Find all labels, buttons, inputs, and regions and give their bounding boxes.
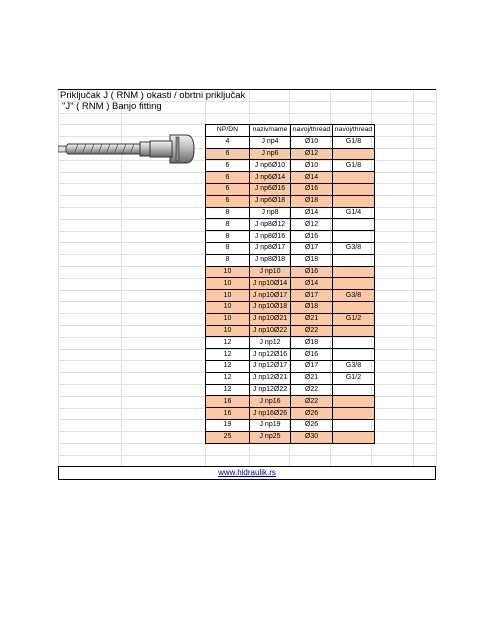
cell-thread: Ø22 — [291, 396, 333, 408]
table-row — [206, 183, 375, 195]
cell-thread-2 — [333, 219, 375, 231]
cell-np-dn: 6 — [206, 195, 250, 207]
header-name: naziv/name — [250, 125, 291, 137]
cell-thread: Ø10 — [291, 136, 333, 148]
cell-thread-2 — [333, 384, 375, 396]
page-title: Priključak J ( RNM ) okasti / obrtni priključak — [60, 90, 246, 101]
cell-thread: Ø22 — [291, 325, 333, 337]
cell-name: J np4 — [250, 136, 291, 148]
cell-np-dn: 8 — [206, 207, 250, 219]
cell-thread: Ø16 — [291, 349, 333, 361]
table-row — [206, 419, 375, 431]
table-row — [206, 384, 375, 396]
cell-np-dn: 12 — [206, 372, 250, 384]
cell-thread: Ø21 — [291, 372, 333, 384]
fittings-table — [205, 124, 375, 444]
cell-thread: Ø30 — [291, 431, 333, 443]
cell-name: J np6Ø16 — [250, 183, 291, 195]
cell-thread-2 — [333, 148, 375, 160]
website-link[interactable]: www.hidraulik.rs — [218, 468, 276, 477]
cell-name: J np10Ø14 — [250, 278, 291, 290]
cell-name: J np6 — [250, 148, 291, 160]
table-row — [206, 301, 375, 313]
cell-thread-2 — [333, 231, 375, 243]
grid-line — [58, 113, 436, 114]
cell-thread-2 — [333, 195, 375, 207]
cell-np-dn: 25 — [206, 431, 250, 443]
cell-np-dn: 6 — [206, 160, 250, 172]
cell-np-dn: 12 — [206, 337, 250, 349]
table-row — [206, 408, 375, 420]
cell-thread: Ø12 — [291, 148, 333, 160]
table-row — [206, 325, 375, 337]
cell-name: J np8Ø12 — [250, 219, 291, 231]
cell-thread: Ø14 — [291, 278, 333, 290]
table-row — [206, 195, 375, 207]
header-np-dn: NP/DN — [206, 125, 250, 137]
cell-thread-2: G3/8 — [333, 242, 375, 254]
cell-thread: Ø26 — [291, 408, 333, 420]
grid-column-line — [413, 89, 414, 466]
cell-np-dn: 10 — [206, 313, 250, 325]
table-row — [206, 372, 375, 384]
table-row — [206, 172, 375, 184]
cell-thread: Ø14 — [291, 207, 333, 219]
cell-thread-2 — [333, 301, 375, 313]
cell-name: J np8Ø17 — [250, 242, 291, 254]
cell-name: J np10Ø21 — [250, 313, 291, 325]
table-row — [206, 148, 375, 160]
table-row — [206, 254, 375, 266]
cell-thread: Ø16 — [291, 266, 333, 278]
cell-name: J np10Ø22 — [250, 325, 291, 337]
table-header-row — [206, 125, 375, 137]
cell-thread-2 — [333, 172, 375, 184]
cell-np-dn: 8 — [206, 219, 250, 231]
cell-np-dn: 4 — [206, 136, 250, 148]
header-thread-2: navoj/thread — [333, 125, 375, 137]
cell-thread: Ø18 — [291, 254, 333, 266]
cell-thread-2 — [333, 396, 375, 408]
cell-np-dn: 19 — [206, 419, 250, 431]
cell-thread-2 — [333, 431, 375, 443]
table-row — [206, 431, 375, 443]
cell-np-dn: 10 — [206, 325, 250, 337]
spreadsheet-page — [58, 89, 436, 481]
table-row — [206, 266, 375, 278]
cell-thread-2 — [333, 278, 375, 290]
header-thread: navoj/thread — [291, 125, 333, 137]
page-subtitle: "J" ( RNM ) Banjo fitting — [62, 101, 162, 112]
cell-thread: Ø18 — [291, 195, 333, 207]
cell-np-dn: 10 — [206, 290, 250, 302]
cell-thread: Ø26 — [291, 419, 333, 431]
cell-name: J np12Ø22 — [250, 384, 291, 396]
cell-thread-2: G1/8 — [333, 136, 375, 148]
cell-np-dn: 6 — [206, 172, 250, 184]
cell-np-dn: 16 — [206, 408, 250, 420]
cell-name: J np16Ø26 — [250, 408, 291, 420]
cell-thread-2: G1/2 — [333, 313, 375, 325]
cell-name: J np12Ø17 — [250, 360, 291, 372]
cell-np-dn: 8 — [206, 254, 250, 266]
cell-thread: Ø10 — [291, 160, 333, 172]
cell-thread: Ø22 — [291, 384, 333, 396]
cell-name: J np12Ø21 — [250, 372, 291, 384]
cell-name: J np6Ø18 — [250, 195, 291, 207]
table-row — [206, 136, 375, 148]
cell-thread: Ø16 — [291, 231, 333, 243]
cell-name: J np6Ø10 — [250, 160, 291, 172]
cell-np-dn: 16 — [206, 396, 250, 408]
table-row — [206, 313, 375, 325]
table-row — [206, 160, 375, 172]
cell-thread-2: G3/8 — [333, 290, 375, 302]
cell-thread: Ø21 — [291, 313, 333, 325]
footer-bar — [58, 466, 436, 480]
cell-thread-2 — [333, 408, 375, 420]
cell-np-dn: 10 — [206, 266, 250, 278]
cell-np-dn: 10 — [206, 278, 250, 290]
cell-name: J np19 — [250, 419, 291, 431]
table-row — [206, 231, 375, 243]
cell-name: J np8Ø16 — [250, 231, 291, 243]
cell-np-dn: 6 — [206, 183, 250, 195]
cell-name: J np16 — [250, 396, 291, 408]
cell-thread-2: G1/4 — [333, 207, 375, 219]
cell-np-dn: 8 — [206, 231, 250, 243]
cell-name: J np10Ø18 — [250, 301, 291, 313]
cell-name: J np8 — [250, 207, 291, 219]
table-row — [206, 278, 375, 290]
banjo-fitting-icon — [58, 129, 198, 169]
cell-np-dn: 12 — [206, 384, 250, 396]
cell-thread: Ø17 — [291, 242, 333, 254]
cell-name: J np12 — [250, 337, 291, 349]
cell-name: J np25 — [250, 431, 291, 443]
table-row — [206, 360, 375, 372]
cell-thread-2 — [333, 419, 375, 431]
table-row — [206, 349, 375, 361]
table-row — [206, 337, 375, 349]
cell-np-dn: 12 — [206, 349, 250, 361]
cell-thread-2 — [333, 349, 375, 361]
cell-name: J np10Ø17 — [250, 290, 291, 302]
grid-column-line — [436, 89, 437, 466]
cell-thread: Ø17 — [291, 360, 333, 372]
table-row — [206, 219, 375, 231]
table-row — [206, 396, 375, 408]
cell-thread-2 — [333, 337, 375, 349]
cell-thread: Ø14 — [291, 172, 333, 184]
table-row — [206, 207, 375, 219]
cell-thread-2 — [333, 254, 375, 266]
cell-thread: Ø16 — [291, 183, 333, 195]
cell-thread: Ø17 — [291, 290, 333, 302]
cell-thread-2 — [333, 325, 375, 337]
cell-thread-2: G3/8 — [333, 360, 375, 372]
grid-line — [58, 455, 436, 456]
cell-name: J np6Ø14 — [250, 172, 291, 184]
cell-np-dn: 12 — [206, 360, 250, 372]
table-row — [206, 290, 375, 302]
cell-np-dn: 6 — [206, 148, 250, 160]
cell-thread-2 — [333, 183, 375, 195]
cell-name: J np12Ø16 — [250, 349, 291, 361]
cell-thread-2: G1/8 — [333, 160, 375, 172]
cell-thread-2: G1/2 — [333, 372, 375, 384]
cell-thread-2 — [333, 266, 375, 278]
cell-thread: Ø18 — [291, 337, 333, 349]
cell-np-dn: 8 — [206, 242, 250, 254]
cell-np-dn: 10 — [206, 301, 250, 313]
cell-thread: Ø12 — [291, 219, 333, 231]
table-row — [206, 242, 375, 254]
cell-thread: Ø18 — [291, 301, 333, 313]
cell-name: J np8Ø18 — [250, 254, 291, 266]
cell-name: J np10 — [250, 266, 291, 278]
